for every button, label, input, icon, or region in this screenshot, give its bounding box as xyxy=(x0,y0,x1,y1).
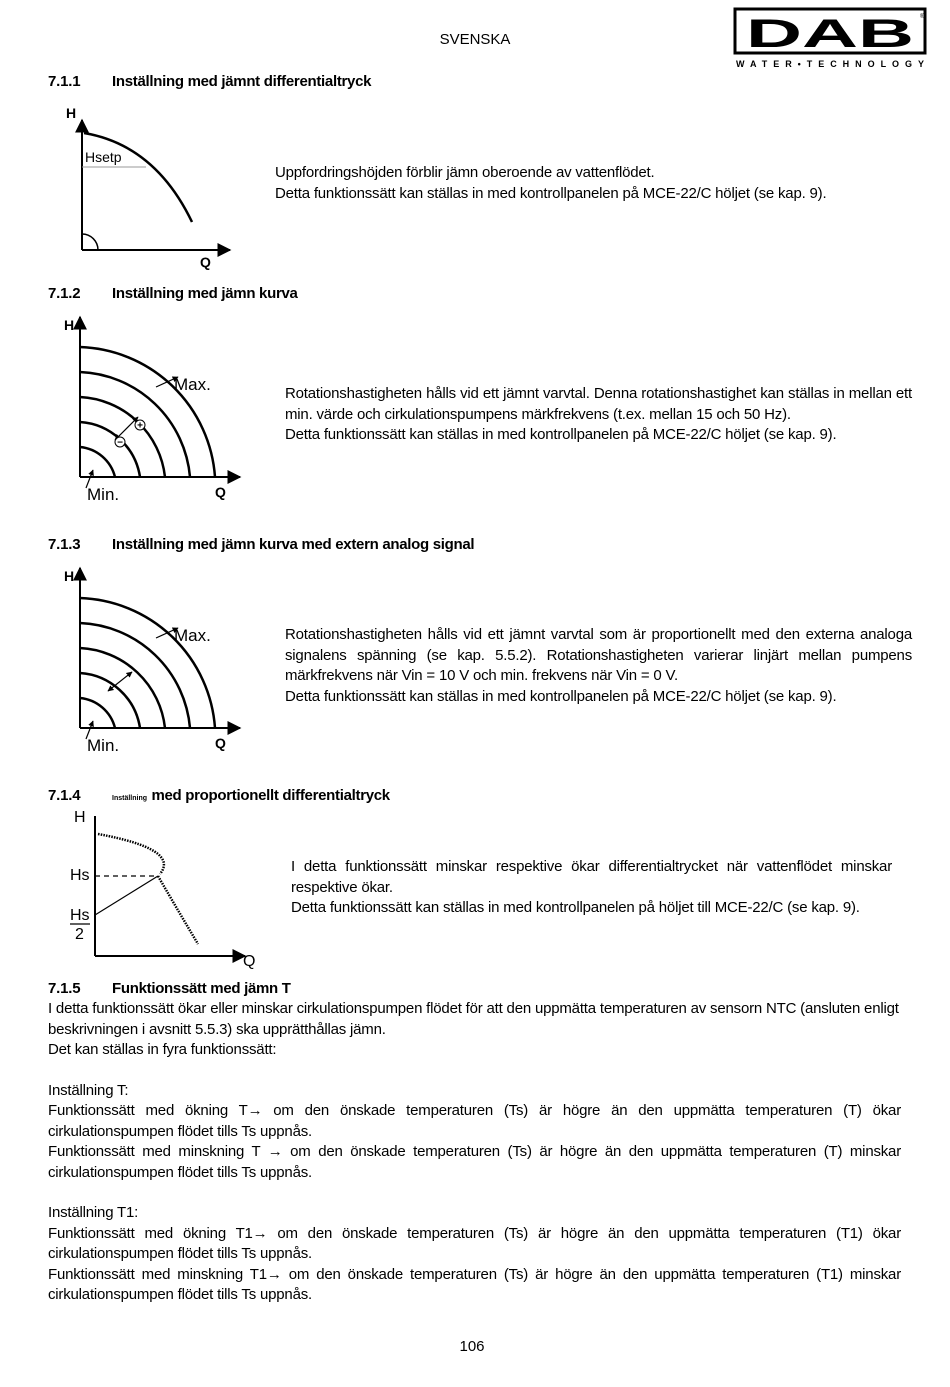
intro-note: Det kan ställas in fyra funktionssätt: xyxy=(48,1041,277,1058)
h-axis-label: H xyxy=(64,317,75,333)
section-number-714: 7.1.4 xyxy=(48,787,81,804)
max-label: Max. xyxy=(174,375,211,394)
section-number-713: 7.1.3 xyxy=(48,536,81,553)
constant-pressure-diagram xyxy=(60,100,250,272)
hs-half-numerator: Hs xyxy=(70,907,90,924)
q-axis-label: Q xyxy=(200,254,211,270)
section-text-714: I detta funktionssätt minskar respektive ökar differentialtrycket när vattenflödet minskar respektive ökar. Detta funktionssätt kan ställas in med kontrollpanelen på höljet till MCE-22/C (se kap. 9). xyxy=(291,858,892,916)
section-title-714: Inställning med proportionellt differentialtryck xyxy=(112,787,390,804)
logo-tagline: WATER•TECHNOLOGY xyxy=(736,59,924,69)
section-title-714-small: Inställning xyxy=(112,795,147,802)
hsetp-label: Hsetp xyxy=(85,149,122,165)
section-title-713: Inställning med jämn kurva med extern analog signal xyxy=(112,536,475,553)
h-axis-label: H xyxy=(74,809,86,826)
minus-symbol: − xyxy=(117,437,123,449)
hs-half-denominator: 2 xyxy=(75,926,84,943)
section-title-715: Funktionssätt med jämn T xyxy=(112,980,291,997)
section-body-715 xyxy=(48,999,901,1306)
min-label: Min. xyxy=(87,736,120,755)
plus-symbol: + xyxy=(137,420,143,432)
section-number-715: 7.1.5 xyxy=(48,980,81,997)
page-number: 106 xyxy=(459,1338,485,1355)
analog-signal-curve-diagram xyxy=(60,563,260,755)
section-text-713: Rotationshastigheten hålls vid ett jämnt varvtal som är proportionellt med den externa analoga signalens spänning (se kap. 5.5.2). Rotationshastigheten varierar linjärt mellan pumpens märkfrekvens när Vin = 10 V och min. frekvens när Vin = 0 V. Detta funktionssätt kan ställas in med kontrollpanelen på MCE-22/C höljet (se kap. 9). xyxy=(285,626,912,705)
h-axis-label: H xyxy=(66,105,77,121)
max-label: Max. xyxy=(174,626,211,645)
q-axis-label: Q xyxy=(215,735,226,751)
q-axis-label: Q xyxy=(215,484,226,500)
section-text-712: Rotationshastigheten hålls vid ett jämnt varvtal. Denna rotationshastighet kan ställas in mellan ett min. värde och cirkulationspumpens märkfrekvens (t.ex. mellan 15 och 50 Hz). Detta funktionssätt kan ställas in med kontrollpanelen på MCE-22/C höljet (se kap. 9). xyxy=(285,385,912,443)
dab-logo xyxy=(733,7,928,71)
constant-curve-diagram xyxy=(60,312,260,504)
section-title-711: Inställning med jämnt differentialtryck xyxy=(112,73,372,90)
section-title-712: Inställning med jämn kurva xyxy=(112,285,298,302)
section-number-712: 7.1.2 xyxy=(48,285,81,302)
mode-decrease-t1: Funktionssätt med minskning T1→ om den önskade temperaturen (Ts) är högre än den uppmätta temperaturen (T1) minskar cirkulationspumpen flödet tills Ts uppnås. xyxy=(48,1265,901,1303)
mode-increase-t1: Funktionssätt med ökning T1→ om den önskade temperaturen (Ts) är högre än den uppmätta temperaturen (T1) ökar cirkulationspumpen flödet tills Ts uppnås. xyxy=(48,1224,901,1262)
svg-text:®: ® xyxy=(920,14,925,20)
group-heading-t: Inställning T: xyxy=(48,1081,129,1099)
hs-label: Hs xyxy=(70,867,90,884)
section-number-711: 7.1.1 xyxy=(48,73,81,90)
mode-decrease-t: Funktionssätt med minskning T → om den önskade temperaturen (Ts) är högre än den uppmätta temperaturen (T) minskar cirkulationspumpen flödet tills Ts uppnås. xyxy=(48,1143,901,1181)
mode-increase-t: Funktionssätt med ökning T→ om den önskade temperaturen (Ts) är högre än den uppmätta temperaturen (T) ökar cirkulationspumpen flödet tills Ts uppnås. xyxy=(48,1102,901,1140)
min-label: Min. xyxy=(87,485,120,504)
h-axis-label: H xyxy=(64,568,75,584)
logo-text: DAB xyxy=(746,12,914,56)
q-axis-label: Q xyxy=(243,953,256,970)
section-text-711: Uppfordringshöjden förblir jämn oberoende av vattenflödet. Detta funktionssätt kan ställas in med kontrollpanelen på MCE-22/C höljet (se kap. 9). xyxy=(275,164,827,202)
group-heading-t1: Inställning T1: xyxy=(48,1204,139,1221)
proportional-pressure-diagram xyxy=(60,804,270,970)
intro-paragraph: I detta funktionssätt ökar eller minskar cirkulationspumpen flödet för att den uppmätta temperaturen av sensorn NTC (ansluten enligt beskrivningen i avsnitt 5.5.3) ska upprätthållas jämn. xyxy=(48,1000,899,1038)
language-label: SVENSKA xyxy=(439,31,511,48)
